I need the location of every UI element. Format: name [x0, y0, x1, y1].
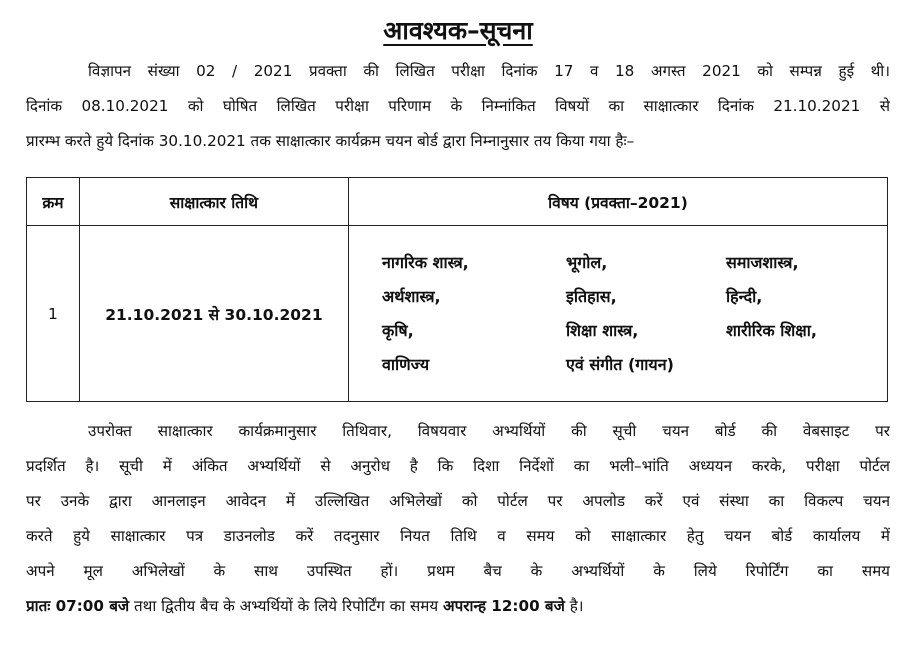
subject-item [726, 353, 886, 377]
subject-item: वाणिज्य [382, 354, 430, 374]
subject-item: समाजशास्त्र, [726, 252, 799, 272]
cell-date-range: 21.10.2021 से 30.10.2021 [79, 226, 348, 402]
interview-schedule-table [26, 177, 888, 402]
intro-line: दिनांक 08.10.2021 को घोषित लिखित परीक्षा परिणाम के निम्नांकित विषयों का साक्षात्कार दिनांक 21.10.2021 से [26, 97, 890, 115]
notice-title: आवश्यक–सूचना [383, 16, 533, 45]
reporting-time-line [26, 589, 890, 624]
body-line: करते हुये साक्षात्कार पत्र डाउनलोड करें तदनुसार नियत तिथि व समय को साक्षात्कार हेतु चयन बोर्ड कार्यालय में [26, 527, 890, 545]
intro-line: विज्ञापन संख्या 02 / 2021 प्रवक्ता की लिखित परीक्षा दिनांक 17 व 18 अगस्त 2021 को सम्पन्न हुई थी। [88, 62, 890, 80]
body-line: उपरोक्त साक्षात्कार कार्यक्रमानुसार तिथिवार, विषयवार अभ्यर्थियों की सूची चयन बोर्ड की वेबसाइट पर [88, 422, 890, 440]
header-subject: विषय (प्रवक्ता–2021) [349, 178, 888, 226]
subject-item: अर्थशास्त्र, [382, 286, 441, 306]
intro-paragraph [26, 54, 890, 159]
subject-item: एवं संगीत (गायन) [566, 354, 674, 374]
header-interview-date: साक्षात्कार तिथि [79, 178, 348, 226]
header-serial: क्रम [27, 178, 80, 226]
body-line: प्रदर्शित है। सूची में अंकित अभ्यर्थियों से अनुरोध है कि दिशा निर्देशों का भली–भांति अध्ययन करके, परीक्षा पोर्टल [26, 457, 890, 475]
subject-item: नागरिक शास्त्र, [382, 252, 469, 272]
subject-item: भूगोल, [566, 252, 608, 272]
first-batch-time: प्रातः 07:00 बजे [26, 597, 130, 615]
cell-serial: 1 [27, 226, 80, 402]
cell-subjects [349, 226, 888, 402]
reporting-end-text: है। [564, 597, 584, 615]
subject-item: कृषि, [382, 320, 414, 340]
body-line: पर उनके द्वारा आनलाइन आवेदन में उल्लिखित अभिलेखों को पोर्टल पर अपलोड करें एवं संस्था का विकल्प चयन [26, 492, 890, 510]
reporting-mid-text: तथा द्वितीय बैच के अभ्यर्थियों के लिये रिपोर्टिंग का समय [129, 597, 444, 615]
subject-item: हिन्दी, [726, 286, 763, 306]
table-row [27, 226, 888, 402]
subject-item: शिक्षा शास्त्र, [566, 320, 639, 340]
subject-item: शारीरिक शिक्षा, [726, 320, 817, 340]
body-line: अपने मूल अभिलेखों के साथ उपस्थित हों। प्रथम बैच के अभ्यर्थियों के लिये रिपोर्टिंग का समय [26, 562, 890, 580]
subject-item: इतिहास, [566, 286, 617, 306]
subject-grid [350, 251, 886, 377]
instructions-paragraph [26, 414, 890, 624]
second-batch-time: अपरान्ह 12:00 बजे [443, 597, 565, 615]
table-header-row [27, 178, 888, 226]
intro-line: प्रारम्भ करते हुये दिनांक 30.10.2021 तक साक्षात्कार कार्यक्रम चयन बोर्ड द्वारा निम्नानुसार तय किया गया हैः– [26, 132, 635, 150]
